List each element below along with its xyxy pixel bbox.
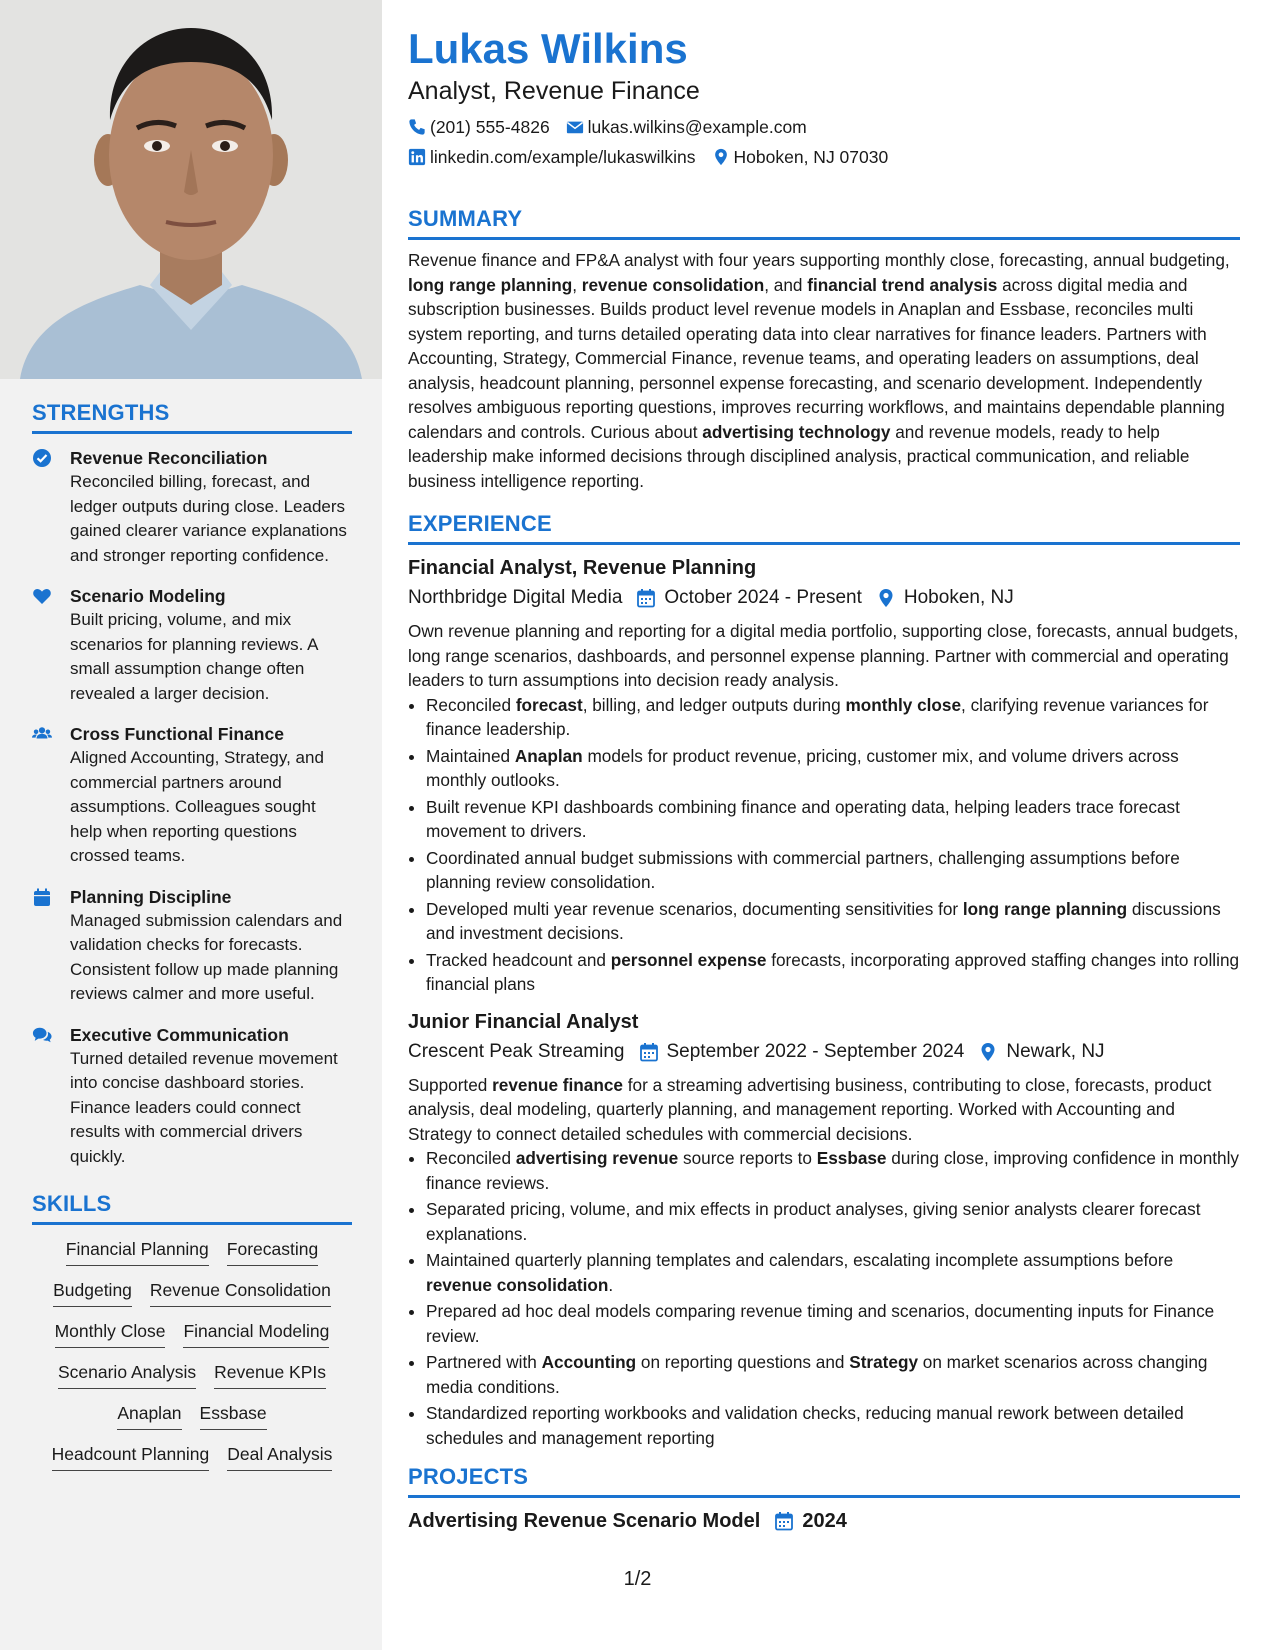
summary-text: Revenue finance and FP&A analyst with four years supporting monthly close, forecasting, annual budgeting, long range planning, revenue consolidation, and financial trend analysis across digital media and subscription businesses. Builds product level revenue models in Anaplan and Essbase, reconciles multi system reporting, and turns detailed operating data into clear narratives for finance leaders. Partners with Accounting, Strategy, Commercial Finance, revenue teams, and operating leaders on assumptions, deal analysis, headcount planning, personnel expense forecasting, and scenario development. Independently resolves ambiguous reporting questions, improves recurring workflows, and maintains dependable planning calendars and controls. Curious about advertising technology and revenue models, ready to help leadership make informed decisions through disciplined analysis, practical communication, and reliable business intelligence reporting. — [408, 250, 1230, 491]
strength-item — [32, 885, 352, 1007]
strength-description: Managed submission calendars and validation checks for forecasts. Consistent follow up made planning reviews calmer and more useful. — [70, 910, 343, 1003]
project-year: 2024 — [802, 1510, 847, 1532]
job-bullets — [408, 693, 1240, 997]
calendar-icon — [639, 1042, 659, 1062]
map-pin-icon — [712, 148, 730, 166]
bullet-item: • Maintained Anaplan models for product revenue, pricing, customer mix, and volume drivers across monthly outlooks. — [426, 744, 1240, 793]
profile-photo — [0, 0, 382, 379]
strength-title: Scenario Modeling — [70, 586, 226, 606]
strength-item — [32, 584, 352, 706]
contact-row — [408, 112, 1240, 142]
bullet-item: • Separated pricing, volume, and mix effects in product analyses, giving senior analysts clearer forecast explanations. — [426, 1197, 1240, 1246]
sidebar-content — [32, 400, 352, 1483]
job-dates: October 2024 - Present — [636, 583, 862, 613]
phone-text: (201) 555-4826 — [430, 117, 550, 137]
skill-tag: Headcount Planning — [52, 1442, 210, 1471]
experience-section — [408, 511, 1240, 1450]
phone-icon — [408, 118, 426, 136]
calendar-icon — [32, 885, 70, 1007]
phone-contact[interactable] — [408, 112, 550, 142]
portrait-illustration — [0, 0, 382, 379]
skill-tag: Monthly Close — [55, 1319, 166, 1348]
linkedin-contact[interactable] — [408, 142, 696, 172]
strengths-heading: STRENGTHS — [32, 400, 352, 434]
bullet-item: • Tracked headcount and personnel expense forecasts, incorporating approved staffing changes into rolling financial plans — [426, 948, 1240, 997]
job-location: Newark, NJ — [978, 1037, 1104, 1067]
location-text: Hoboken, NJ 07030 — [733, 147, 889, 167]
job-entry — [408, 553, 1240, 997]
bullet-item: • Maintained quarterly planning templates and calendars, escalating incomplete assumptions before revenue consolidation. — [426, 1248, 1240, 1297]
projects-heading: PROJECTS — [408, 1464, 1240, 1498]
strength-item — [32, 722, 352, 869]
contact-row — [408, 142, 1240, 172]
summary-heading: SUMMARY — [408, 206, 1240, 240]
company-name: Crescent Peak Streaming — [408, 1040, 625, 1062]
bullet-item: • Built revenue KPI dashboards combining finance and operating data, helping leaders trace forecast movement to drivers. — [426, 795, 1240, 844]
job-meta — [408, 1037, 1240, 1067]
calendar-icon — [774, 1511, 794, 1531]
location-contact — [712, 142, 889, 172]
bullet-item: • Reconciled advertising revenue source reports to Essbase during close, improving confidence in monthly finance reviews. — [426, 1146, 1240, 1195]
check-circle-icon — [32, 446, 70, 568]
projects-section — [408, 1464, 1240, 1536]
skill-tag: Scenario Analysis — [58, 1360, 196, 1389]
strength-title: Cross Functional Finance — [70, 724, 284, 744]
skill-tag: Revenue Consolidation — [150, 1278, 331, 1307]
strength-description: Reconciled billing, forecast, and ledger outputs during close. Leaders gained clearer variance explanations and stronger reporting confidence. — [70, 472, 347, 565]
bullet-item: • Standardized reporting workbooks and validation checks, reducing manual rework between detailed schedules and management reporting — [426, 1401, 1240, 1450]
job-meta — [408, 583, 1240, 613]
comments-icon — [32, 1023, 70, 1170]
skill-tag: Anaplan — [117, 1401, 181, 1430]
skill-tag: Financial Planning — [66, 1237, 209, 1266]
strength-item — [32, 446, 352, 568]
page-number: 1/2 — [623, 1568, 652, 1590]
bullet-item: • Prepared ad hoc deal models comparing revenue timing and scenarios, documenting inputs for Finance review. — [426, 1299, 1240, 1348]
bullet-item: • Developed multi year revenue scenarios, documenting sensitivities for long range planning discussions and investment decisions. — [426, 897, 1240, 946]
users-icon — [32, 722, 70, 869]
strength-description: Turned detailed revenue movement into concise dashboard stories. Finance leaders could connect results with commercial drivers quickly. — [70, 1048, 338, 1166]
summary-section — [408, 206, 1240, 493]
linkedin-text: linkedin.com/example/lukaswilkins — [430, 147, 696, 167]
skill-tag: Essbase — [200, 1401, 267, 1430]
strength-title: Executive Communication — [70, 1024, 289, 1045]
skill-tag: Deal Analysis — [227, 1442, 332, 1471]
skill-tag: Budgeting — [53, 1278, 132, 1307]
map-pin-icon — [978, 1042, 998, 1062]
job-description: Own revenue planning and reporting for a digital media portfolio, supporting close, forecasts, annual budgets, long range scenarios, dashboards, and personnel expense planning. Partner with commercial and operating leaders to turn assumptions into decision ready analysis. — [408, 621, 1239, 690]
bullet-item: • Partnered with Accounting on reporting questions and Strategy on market scenarios across changing media conditions. — [426, 1350, 1240, 1399]
project-name: Advertising Revenue Scenario Model — [408, 1510, 761, 1532]
strength-item — [32, 1023, 352, 1170]
calendar-icon — [636, 588, 656, 608]
project-item — [408, 1506, 1240, 1536]
envelope-icon — [566, 118, 584, 136]
candidate-name: Lukas Wilkins — [408, 25, 688, 72]
bullet-item: • Reconciled forecast, billing, and ledger outputs during monthly close, clarifying revenue variances for finance leadership. — [426, 693, 1240, 742]
job-title: Junior Financial Analyst — [408, 1010, 639, 1033]
job-location: Hoboken, NJ — [876, 583, 1014, 613]
strength-title: Planning Discipline — [70, 886, 232, 907]
skill-tag: Financial Modeling — [183, 1319, 329, 1348]
skill-tag: Revenue KPIs — [214, 1360, 326, 1389]
job-bullets — [408, 1146, 1240, 1450]
job-title: Financial Analyst, Revenue Planning — [408, 557, 757, 579]
skills-heading: SKILLS — [32, 1191, 352, 1225]
candidate-role: Analyst, Revenue Finance — [408, 77, 700, 105]
skill-tag: Forecasting — [227, 1237, 318, 1266]
strength-description: Aligned Accounting, Strategy, and commercial partners around assumptions. Colleagues sought help when reporting questions crossed teams. — [70, 748, 324, 865]
job-description: Supported revenue finance for a streaming advertising business, contributing to close, forecasts, product analysis, deal modeling, quarterly planning, and management reporting. Worked with Accounting and Strategy to connect detailed schedules with commercial decisions. — [408, 1074, 1212, 1144]
strength-description: Built pricing, volume, and mix scenarios for planning reviews. A small assumption change often revealed a larger decision. — [70, 610, 318, 703]
map-pin-icon — [876, 588, 896, 608]
strength-title: Revenue Reconciliation — [70, 448, 268, 468]
bullet-item: • Coordinated annual budget submissions with commercial partners, challenging assumptions before planning review consolidation. — [426, 846, 1240, 895]
email-text: lukas.wilkins@example.com — [587, 117, 807, 137]
heart-icon — [32, 584, 70, 706]
skills-section — [32, 1191, 352, 1471]
job-entry — [408, 1007, 1240, 1451]
experience-heading: EXPERIENCE — [408, 511, 1240, 545]
linkedin-icon — [408, 148, 426, 166]
company-name: Northbridge Digital Media — [408, 587, 623, 608]
skills-list — [32, 1237, 352, 1471]
main-content — [408, 24, 1240, 1536]
sidebar — [0, 0, 382, 1650]
email-contact[interactable] — [566, 112, 807, 142]
job-dates: September 2022 - September 2024 — [639, 1037, 965, 1067]
